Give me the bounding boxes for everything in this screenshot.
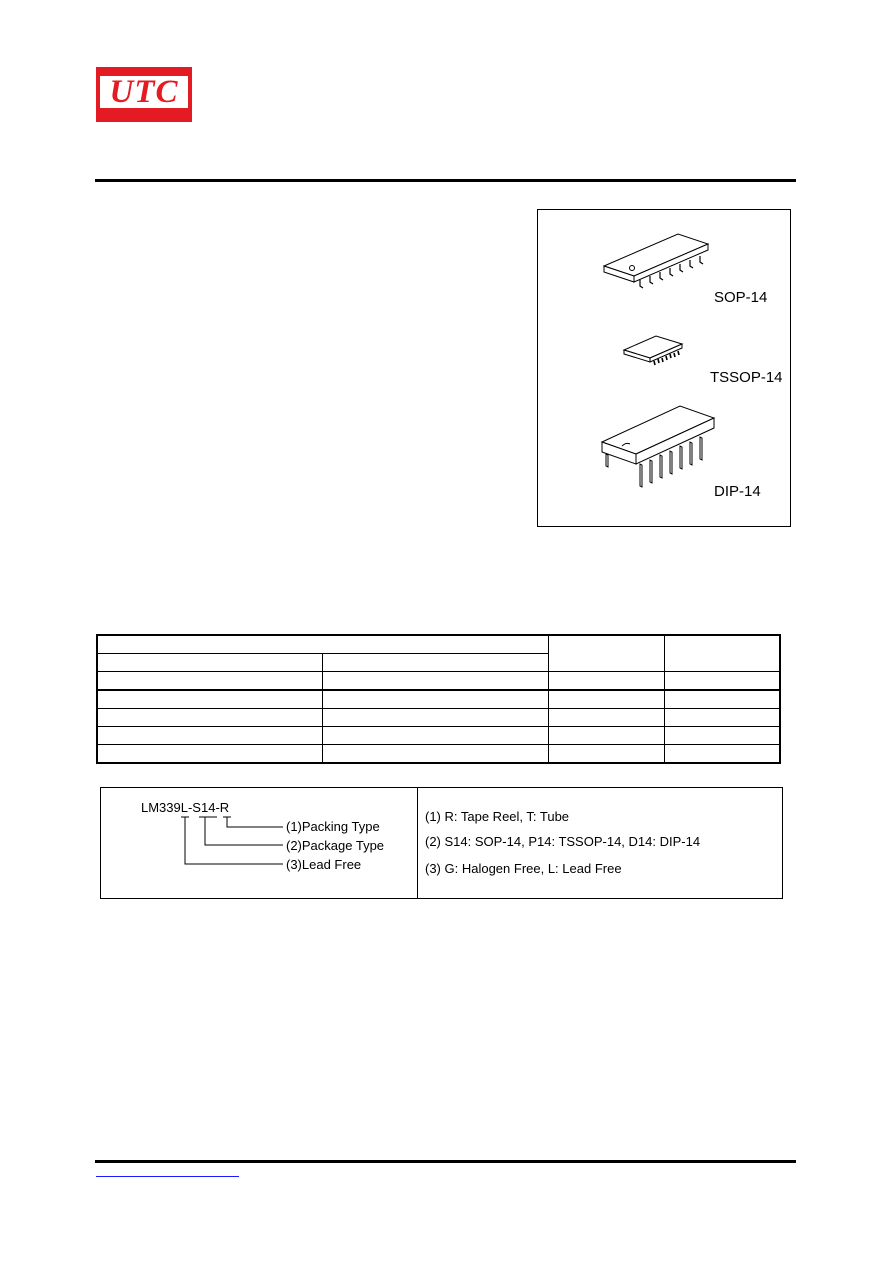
table-header-row	[97, 635, 780, 654]
utc-logo	[96, 67, 192, 122]
table-cell	[548, 709, 664, 727]
note-lead-free: (3) G: Halogen Free, L: Lead Free	[425, 861, 622, 876]
table-row	[97, 745, 780, 764]
package-type-label: (2)Package Type	[286, 838, 385, 853]
table-cell	[322, 672, 548, 691]
packing-type-label: (1)Packing Type	[286, 819, 380, 834]
tssop14-drawing	[624, 336, 682, 365]
table-cell	[97, 727, 322, 745]
dip14-drawing	[602, 406, 714, 487]
subheader-cell-halogen-free	[322, 654, 548, 672]
sop14-drawing	[604, 234, 708, 288]
logo-inner	[100, 73, 188, 110]
table-row	[97, 709, 780, 727]
table-row	[97, 672, 780, 691]
table-cell	[664, 745, 780, 764]
lead-free-label: (3)Lead Free	[286, 857, 362, 872]
note-package: (2) S14: SOP-14, P14: TSSOP-14, D14: DIP-14	[425, 834, 701, 849]
note-packing: (1) R: Tape Reel, T: Tube	[425, 809, 570, 824]
part-number-code: LM339L-S14-R	[141, 800, 230, 815]
footer-rule	[95, 1160, 796, 1163]
table-cell	[548, 745, 664, 764]
header-cell-packing	[664, 635, 780, 672]
table-cell	[322, 690, 548, 709]
table-cell	[97, 690, 322, 709]
table-cell	[97, 745, 322, 764]
subheader-cell-lead-free	[97, 654, 322, 672]
table-cell	[97, 672, 322, 691]
table-cell	[664, 690, 780, 709]
part-number-legend	[100, 787, 783, 899]
table-cell	[97, 709, 322, 727]
table-cell	[548, 672, 664, 691]
dip14-label: DIP-14	[714, 483, 761, 500]
tssop14-label: TSSOP-14	[710, 369, 783, 386]
header-cell-ordering-number	[97, 635, 548, 654]
ordering-table	[96, 634, 781, 764]
footer-website-link[interactable]	[96, 1176, 239, 1177]
table-row	[97, 690, 780, 709]
header-rule	[95, 179, 796, 182]
legend-divider	[417, 788, 418, 898]
table-cell	[548, 690, 664, 709]
table-cell	[322, 745, 548, 764]
table-cell	[548, 727, 664, 745]
table-cell	[322, 709, 548, 727]
table-cell	[664, 709, 780, 727]
logo-text: UTC	[109, 73, 179, 110]
table-cell	[664, 672, 780, 691]
table-cell	[322, 727, 548, 745]
sop14-label: SOP-14	[714, 289, 768, 306]
package-figure-box	[537, 209, 791, 527]
table-row	[97, 727, 780, 745]
header-cell-package	[548, 635, 664, 672]
table-cell	[664, 727, 780, 745]
